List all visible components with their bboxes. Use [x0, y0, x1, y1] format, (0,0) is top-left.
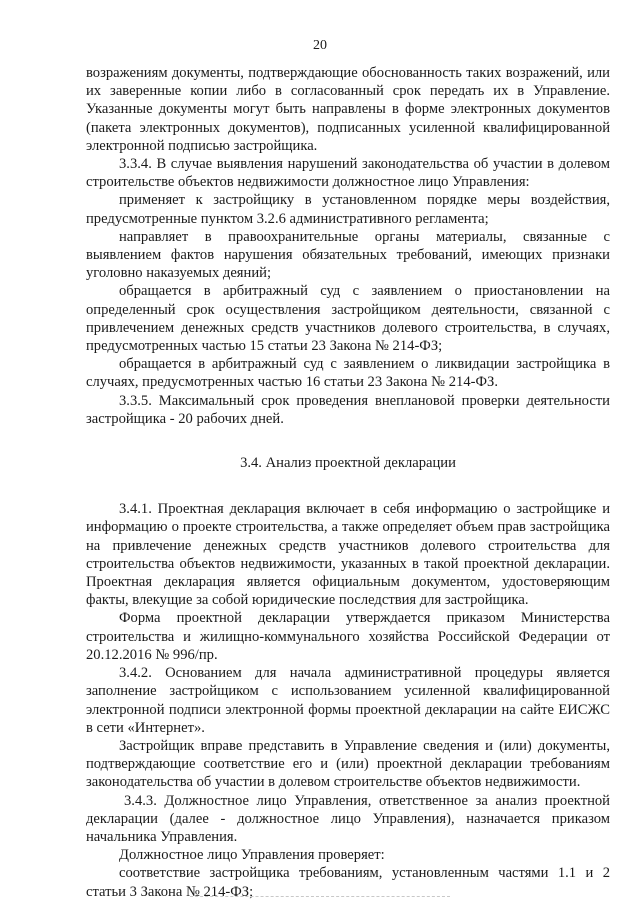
paragraph: Должностное лицо Управления проверяет:	[119, 847, 385, 864]
paragraph: 3.3.5. Максимальный срок проведения внеплановой проверки деятельности застройщика - 20 рабочих дней.	[86, 392, 610, 427]
document-body	[86, 64, 610, 901]
paragraph: 3.4.1. Проектная декларация включает в себя информацию о застройщике и информацию о проекте строительства, а также определяет объем прав застройщика на привлечение денежных средств участников долевого строительства для строительства объектов недвижимости, указанных в такой проектной декларации. Проектная декларация является официальным документом, удостоверяющим факты, влекущие за собой юридические последствия для застройщика.	[86, 501, 610, 609]
paragraph: применяет к застройщику в установленном порядке меры воздействия, предусмотренные пунктом 3.2.6 административного регламента;	[86, 192, 610, 227]
paragraph: 3.3.4. В случае выявления нарушений законодательства об участии в долевом строительстве объектов недвижимости должностное лицо Управления:	[86, 156, 610, 191]
page-number: 20	[313, 38, 327, 53]
paragraph: направляет в правоохранительные органы материалы, связанные с выявлением фактов нарушения обязательных требований, имеющих признаки уголовно наказуемых деяний;	[86, 228, 610, 282]
paragraph: возражениям документы, подтверждающие обоснованность таких возражений, или их заверенные копии либо в согласованный срок передать их в Управление. Указанные документы могут быть направлены в форме электронных документов (пакета электронных документов), подписанных усиленной квалифицированной электронной подписью застройщика.	[86, 65, 610, 154]
scan-artifact-line	[190, 896, 450, 900]
paragraph: 3.4.3. Должностное лицо Управления, ответственное за анализ проектной декларации (далее - должностное лицо Управления), назначается приказом начальника Управления.	[86, 792, 610, 845]
section-heading: 3.4. Анализ проектной декларации	[240, 455, 456, 472]
paragraph: Застройщик вправе представить в Управление сведения и (или) документы, подтверждающие соответствие его и (или) проектной декларации требованиям законодательства об участии в долевом строительстве объектов недвижимости.	[86, 737, 610, 791]
paragraph: обращается в арбитражный суд с заявлением о ликвидации застройщика в случаях, предусмотренных частью 16 статьи 23 Закона № 214-ФЗ.	[86, 356, 610, 391]
paragraph: 3.4.2. Основанием для начала административной процедуры является заполнение застройщиком с использованием усиленной квалифицированной электронной подписи электронной формы проектной декларации на сайте ЕИСЖС в сети «Интернет».	[86, 665, 610, 736]
paragraph: обращается в арбитражный суд с заявлением о приостановлении на определенный срок осуществления застройщиком деятельности, связанной с привлечением денежных средств участников долевого строительства, в случаях, предусмотренных частью 15 статьи 23 Закона № 214-ФЗ;	[86, 283, 610, 355]
paragraph: соответствие застройщика требованиям, установленным частями 1.1 и 2 статьи 3 Закона № 214-ФЗ;	[86, 865, 610, 900]
paragraph: Форма проектной декларации утверждается приказом Министерства строительства и жилищно-коммунального хозяйства Российской Федерации от 20.12.2016 № 996/пр.	[86, 610, 610, 663]
